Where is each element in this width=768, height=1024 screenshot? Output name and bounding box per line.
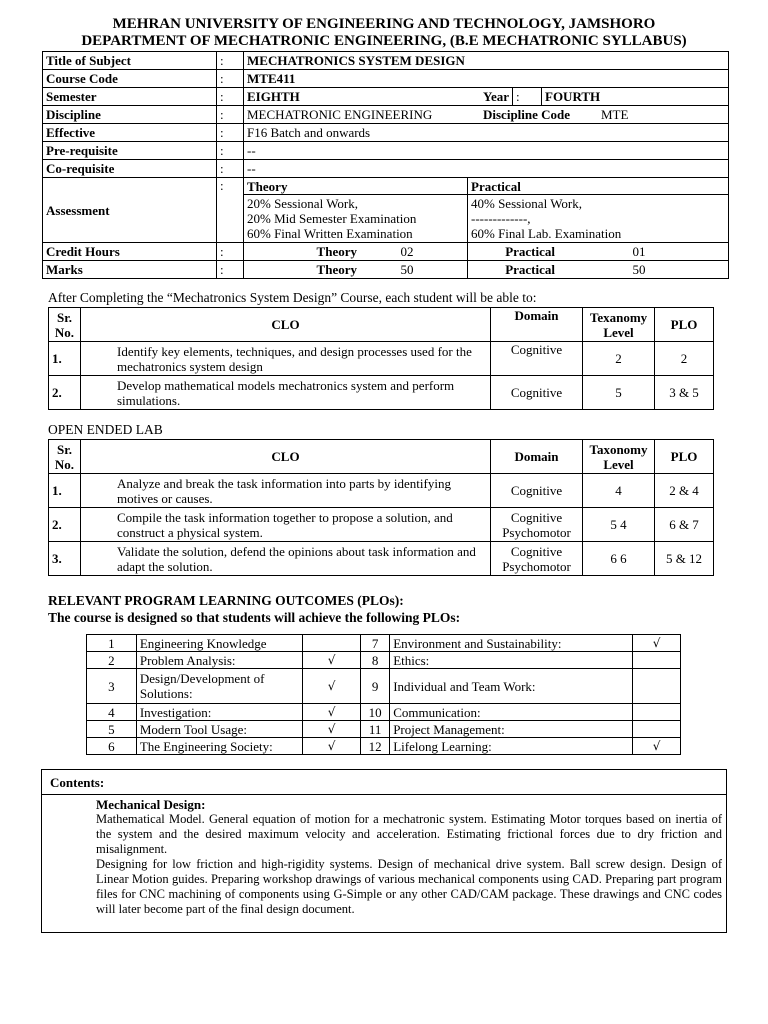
practical-head: Practical xyxy=(468,178,729,195)
assessment-label: Assessment xyxy=(43,178,217,243)
plo-cell: 6 & 7 xyxy=(655,508,714,542)
plo-row xyxy=(87,669,681,704)
discipline-label: Discipline xyxy=(43,106,217,124)
credit-theory-label: Theory xyxy=(316,244,357,259)
plo-check: √ xyxy=(302,669,360,704)
domain-cell: Cognitive xyxy=(491,376,583,410)
plo-number: 6 xyxy=(87,738,137,755)
contents-subtitle: Mechanical Design: xyxy=(96,797,206,812)
plo-label: Engineering Knowledge xyxy=(136,635,302,652)
plo-label: Problem Analysis: xyxy=(136,652,302,669)
theory-assessment xyxy=(244,195,468,243)
sr-cell: 3. xyxy=(49,542,81,576)
plo-label: Environment and Sustainability: xyxy=(390,635,633,652)
plo-label: Individual and Team Work: xyxy=(390,669,633,704)
marks-practical xyxy=(468,261,729,279)
plo-label: Ethics: xyxy=(390,652,633,669)
plo-label: Design/Development of Solutions: xyxy=(136,669,302,704)
marks-theory-value: 50 xyxy=(400,262,414,277)
plo-number: 10 xyxy=(361,704,390,721)
sr-header: Sr. No. xyxy=(49,440,81,474)
practical-line: -------------, xyxy=(471,211,531,226)
colon: : xyxy=(217,88,244,106)
code-label: Course Code xyxy=(43,70,217,88)
plo-header: PLO xyxy=(655,440,714,474)
table-row xyxy=(49,508,714,542)
discipline-row xyxy=(244,106,729,124)
level-cell: 6 6 xyxy=(583,542,655,576)
table-row xyxy=(49,542,714,576)
prereq-value: -- xyxy=(244,142,729,160)
plo-cell: 2 xyxy=(655,342,714,376)
coreq-label: Co-requisite xyxy=(43,160,217,178)
plo-check xyxy=(633,704,681,721)
marks-theory-label: Theory xyxy=(316,262,357,277)
colon: : xyxy=(217,142,244,160)
credit-practical xyxy=(468,243,729,261)
course-info-table xyxy=(42,51,729,279)
plo-check: √ xyxy=(302,738,360,755)
plo-check xyxy=(633,669,681,704)
theory-head: Theory xyxy=(244,178,468,195)
plo-check xyxy=(633,652,681,669)
discipline-code-label: Discipline Code xyxy=(483,107,571,122)
practical-line: 60% Final Lab. Examination xyxy=(471,226,622,241)
level-header: Taxonomy Level xyxy=(583,440,655,474)
plo-check xyxy=(633,721,681,738)
plo-label: The Engineering Society: xyxy=(136,738,302,755)
credit-label: Credit Hours xyxy=(43,243,217,261)
clo-cell: Develop mathematical models mechatronics system and perform simulations. xyxy=(81,376,491,410)
plo-check: √ xyxy=(633,738,681,755)
marks-theory xyxy=(244,261,468,279)
practical-assessment xyxy=(468,195,729,243)
clo-cell: Compile the task information together to propose a solution, and construct a physical system. xyxy=(81,508,491,542)
plo-cell: 3 & 5 xyxy=(655,376,714,410)
plo-number: 8 xyxy=(361,652,390,669)
table-row xyxy=(49,474,714,508)
sr-header: Sr. No. xyxy=(49,308,81,342)
domain-cell: Cognitive xyxy=(491,342,583,376)
sr-cell: 1. xyxy=(49,474,81,508)
sr-cell: 2. xyxy=(49,376,81,410)
plo-row xyxy=(87,721,681,738)
plo-number: 12 xyxy=(361,738,390,755)
effective-label: Effective xyxy=(43,124,217,142)
theory-line: 20% Mid Semester Examination xyxy=(247,211,417,226)
plo-number: 3 xyxy=(87,669,137,704)
level-cell: 4 xyxy=(583,474,655,508)
table-row xyxy=(49,342,714,376)
plo-number: 1 xyxy=(87,635,137,652)
contents-paragraph: Mathematical Model. General equation of motion for a mechatronic system. Estimating Motor torques based on inertia of the system and the desired maximum velocity and acceleration. Estimating frictional forces due to dry friction and misalignment. xyxy=(96,812,722,856)
clo-header: CLO xyxy=(81,440,491,474)
colon: : xyxy=(217,124,244,142)
plo-check: √ xyxy=(302,652,360,669)
practical-line: 40% Sessional Work, xyxy=(471,196,583,211)
plo-number: 2 xyxy=(87,652,137,669)
semester-value: EIGHTH xyxy=(244,88,468,106)
plo-number: 7 xyxy=(361,635,390,652)
university-title: MEHRAN UNIVERSITY OF ENGINEERING AND TECHNOLOGY, JAMSHORO xyxy=(112,16,656,32)
plo-label: Communication: xyxy=(390,704,633,721)
plo-label: Modern Tool Usage: xyxy=(136,721,302,738)
domain-header: Domain xyxy=(491,308,583,342)
colon: : xyxy=(217,106,244,124)
plo-header: PLO xyxy=(655,308,714,342)
plo-check xyxy=(302,635,360,652)
plo-section-subtitle: The course is designed so that students will achieve the following PLOs: xyxy=(48,610,461,625)
clo-table xyxy=(48,307,714,410)
theory-line: 60% Final Written Examination xyxy=(247,226,413,241)
table-row xyxy=(49,376,714,410)
plo-row xyxy=(87,635,681,652)
plo-row xyxy=(87,738,681,755)
credit-theory-value: 02 xyxy=(400,244,414,259)
domain-cell: Cognitive xyxy=(491,474,583,508)
plo-check: √ xyxy=(302,704,360,721)
plo-number: 5 xyxy=(87,721,137,738)
colon: : xyxy=(217,243,244,261)
semester-label: Semester xyxy=(43,88,217,106)
colon: : xyxy=(217,178,244,243)
plo-cell: 2 & 4 xyxy=(655,474,714,508)
department-title: DEPARTMENT OF MECHATRONIC ENGINEERING, (B.E MECHATRONIC SYLLABUS) xyxy=(81,33,687,49)
contents-title: Contents: xyxy=(50,775,105,790)
plo-cell: 5 & 12 xyxy=(655,542,714,576)
contents-paragraph: Designing for low friction and high-rigidity systems. Design of mechanical drive system. Ball screw design. Design of Linear Motion guides. Preparing workshop drawings of various mechanical components using CAD. Preparing part program files for CNC machining of components using G-Simple or any other CAD/CAM package. These drawings and CNC codes will later become part of the final design document. xyxy=(96,857,722,916)
domain-cell: Cognitive Psychomotor xyxy=(491,542,583,576)
level-cell: 5 4 xyxy=(583,508,655,542)
domain-cell: Cognitive Psychomotor xyxy=(491,508,583,542)
marks-practical-value: 50 xyxy=(632,262,646,277)
coreq-value: -- xyxy=(244,160,729,178)
plo-check: √ xyxy=(633,635,681,652)
sr-cell: 2. xyxy=(49,508,81,542)
contents-box xyxy=(41,769,727,933)
colon: : xyxy=(217,70,244,88)
credit-theory xyxy=(244,243,468,261)
plo-label: Lifelong Learning: xyxy=(390,738,633,755)
plo-row xyxy=(87,704,681,721)
colon: : xyxy=(513,88,542,106)
plo-number: 4 xyxy=(87,704,137,721)
marks-label: Marks xyxy=(43,261,217,279)
clo-cell: Analyze and break the task information into parts by identifying motives or causes. xyxy=(81,474,491,508)
open-lab-title: OPEN ENDED LAB xyxy=(48,422,163,437)
prereq-label: Pre-requisite xyxy=(43,142,217,160)
effective-value: F16 Batch and onwards xyxy=(244,124,729,142)
contents-inner xyxy=(42,794,726,933)
clo-header: CLO xyxy=(81,308,491,342)
plo-check: √ xyxy=(302,721,360,738)
plo-table xyxy=(86,634,681,755)
theory-line: 20% Sessional Work, xyxy=(247,196,359,211)
title-label: Title of Subject xyxy=(43,52,217,70)
plo-label: Investigation: xyxy=(136,704,302,721)
plo-number: 11 xyxy=(361,721,390,738)
colon: : xyxy=(217,261,244,279)
plo-label: Project Management: xyxy=(390,721,633,738)
sr-cell: 1. xyxy=(49,342,81,376)
credit-practical-label: Practical xyxy=(505,244,555,259)
clo-cell: Identify key elements, techniques, and design processes used for the mechatronics system design xyxy=(81,342,491,376)
domain-header: Domain xyxy=(491,440,583,474)
plo-section-title: RELEVANT PROGRAM LEARNING OUTCOMES (PLOs): xyxy=(48,593,404,608)
colon: : xyxy=(217,160,244,178)
clo-intro: After Completing the “Mechatronics System Design” Course, each student will be able to: xyxy=(48,290,537,305)
year-label: Year xyxy=(468,88,513,106)
code-value: MTE411 xyxy=(244,70,729,88)
title-value: MECHATRONICS SYSTEM DESIGN xyxy=(244,52,729,70)
year-value: FOURTH xyxy=(542,88,729,106)
credit-practical-value: 01 xyxy=(632,244,646,259)
discipline-value: MECHATRONIC ENGINEERING xyxy=(247,107,433,122)
level-cell: 5 xyxy=(583,376,655,410)
plo-row xyxy=(87,652,681,669)
lab-table xyxy=(48,439,714,576)
level-cell: 2 xyxy=(583,342,655,376)
plo-number: 9 xyxy=(361,669,390,704)
level-header: Texanomy Level xyxy=(583,308,655,342)
contents-body xyxy=(96,812,722,917)
colon: : xyxy=(217,52,244,70)
clo-cell: Validate the solution, defend the opinions about task information and adapt the solution. xyxy=(81,542,491,576)
marks-practical-label: Practical xyxy=(505,262,555,277)
discipline-code-value: MTE xyxy=(601,107,629,122)
